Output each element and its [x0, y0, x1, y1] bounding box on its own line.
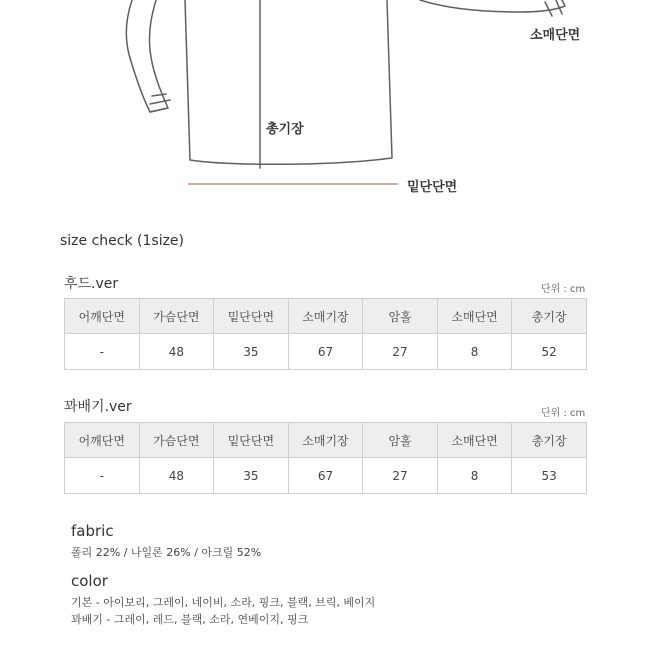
value-cell: 67 [288, 458, 363, 494]
table-1-unit: 단위 : cm [541, 284, 586, 295]
value-cell: 8 [437, 334, 512, 370]
value-cell: 27 [363, 458, 438, 494]
header-cell: 밑단단면 [214, 423, 289, 458]
value-cell: 8 [437, 458, 512, 494]
color-line-cable: 꽈배기 - 그레이, 레드, 블랙, 소라, 연베이지, 핑크 [71, 613, 309, 626]
size-check-title: size check (1size) [60, 233, 185, 249]
table-header-row [65, 423, 587, 458]
hem-width-label: 밑단단면 [407, 180, 458, 195]
header-cell: 암홀 [363, 299, 438, 334]
color-heading: color [71, 572, 108, 590]
body-outline [185, 0, 392, 164]
value-cell: 35 [214, 458, 289, 494]
value-cell: 53 [512, 458, 587, 494]
fabric-heading: fabric [71, 522, 114, 540]
header-cell: 총기장 [512, 299, 587, 334]
value-cell: 35 [214, 334, 289, 370]
value-cell: - [65, 334, 140, 370]
value-cell: 27 [363, 334, 438, 370]
header-cell: 가슴단면 [139, 299, 214, 334]
table-header-row [65, 299, 587, 334]
header-cell: 소매기장 [288, 299, 363, 334]
table-row [65, 334, 587, 370]
value-cell: 48 [139, 458, 214, 494]
right-cuff-outline [545, 0, 562, 16]
header-cell: 총기장 [512, 423, 587, 458]
left-cuff-outline [150, 94, 170, 112]
header-cell: 소매단면 [437, 423, 512, 458]
header-cell: 어깨단면 [65, 299, 140, 334]
total-length-label: 총기장 [266, 122, 304, 137]
table-2-name: 꽈배기.ver [64, 399, 132, 415]
fabric-text: 폴리 22% / 나일론 26% / 아크릴 52% [71, 546, 262, 559]
value-cell: 52 [512, 334, 587, 370]
right-sleeve-outline [420, 0, 565, 12]
header-cell: 어깨단면 [65, 423, 140, 458]
table-2-unit: 단위 : cm [541, 408, 586, 419]
size-table-cable [64, 422, 587, 494]
header-cell: 소매기장 [288, 423, 363, 458]
size-table-hood [64, 298, 587, 370]
value-cell: 48 [139, 334, 214, 370]
table-1-name: 후드.ver [64, 276, 119, 292]
value-cell: - [65, 458, 140, 494]
table-row [65, 458, 587, 494]
header-cell: 밑단단면 [214, 299, 289, 334]
value-cell: 67 [288, 334, 363, 370]
header-cell: 암홀 [363, 423, 438, 458]
header-cell: 소매단면 [437, 299, 512, 334]
header-cell: 가슴단면 [139, 423, 214, 458]
color-line-basic: 기본 - 아이보리, 그레이, 네이비, 소라, 핑크, 블랙, 브릭, 베이지 [71, 596, 376, 609]
sleeve-width-label: 소매단면 [530, 28, 581, 43]
